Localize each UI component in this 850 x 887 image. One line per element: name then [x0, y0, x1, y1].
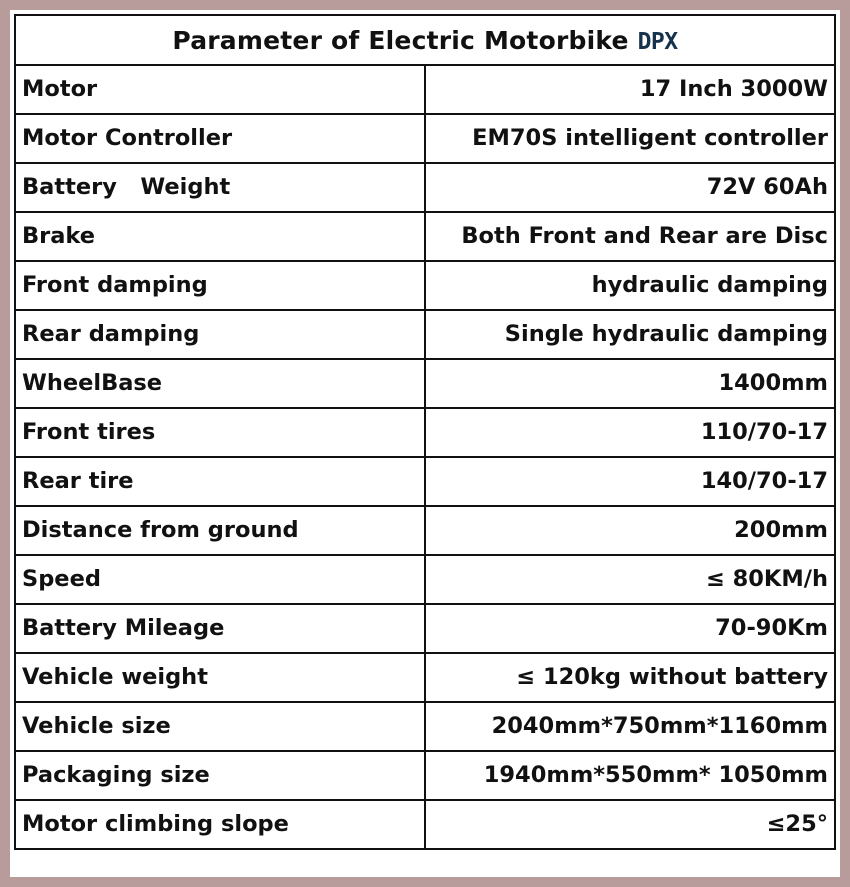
param-value: EM70S intelligent controller [425, 114, 835, 163]
table-title-row [15, 15, 835, 65]
param-label: Vehicle weight [15, 653, 425, 702]
param-label: Motor climbing slope [15, 800, 425, 849]
param-value: 1940mm*550mm* 1050mm [425, 751, 835, 800]
param-label: Front tires [15, 408, 425, 457]
table-row [15, 163, 835, 212]
param-value: 1400mm [425, 359, 835, 408]
param-value: hydraulic damping [425, 261, 835, 310]
table-row [15, 408, 835, 457]
param-value: 200mm [425, 506, 835, 555]
param-label: Packaging size [15, 751, 425, 800]
table-row [15, 653, 835, 702]
table-row [15, 65, 835, 114]
param-label: Front damping [15, 261, 425, 310]
brand-logo-text: DPX [637, 28, 678, 55]
param-label: Battery Mileage [15, 604, 425, 653]
param-label: Brake [15, 212, 425, 261]
param-value: Single hydraulic damping [425, 310, 835, 359]
param-value: 2040mm*750mm*1160mm [425, 702, 835, 751]
param-value: ≤ 80KM/h [425, 555, 835, 604]
param-label: Motor [15, 65, 425, 114]
param-value: 72V 60Ah [425, 163, 835, 212]
table-row [15, 310, 835, 359]
param-label: WheelBase [15, 359, 425, 408]
param-value: 110/70-17 [425, 408, 835, 457]
table-row [15, 114, 835, 163]
param-label: Distance from ground [15, 506, 425, 555]
param-value: ≤ 120kg without battery [425, 653, 835, 702]
param-value: 70-90Km [425, 604, 835, 653]
param-label: Vehicle size [15, 702, 425, 751]
parameter-table [14, 14, 836, 850]
table-row [15, 800, 835, 849]
table-row [15, 751, 835, 800]
table-row [15, 604, 835, 653]
param-label: Rear tire [15, 457, 425, 506]
param-value: ≤25° [425, 800, 835, 849]
table-row [15, 261, 835, 310]
table-title-text: Parameter of Electric Motorbike [172, 25, 629, 55]
param-value: Both Front and Rear are Disc [425, 212, 835, 261]
table-row [15, 359, 835, 408]
param-value: 17 Inch 3000W [425, 65, 835, 114]
param-label: Motor Controller [15, 114, 425, 163]
param-label: Battery Weight [15, 163, 425, 212]
table-row [15, 457, 835, 506]
param-value: 140/70-17 [425, 457, 835, 506]
param-label: Rear damping [15, 310, 425, 359]
table-row [15, 212, 835, 261]
param-label: Speed [15, 555, 425, 604]
table-row [15, 555, 835, 604]
table-title [15, 15, 835, 65]
table-row [15, 702, 835, 751]
spec-sheet [10, 10, 840, 877]
table-row [15, 506, 835, 555]
